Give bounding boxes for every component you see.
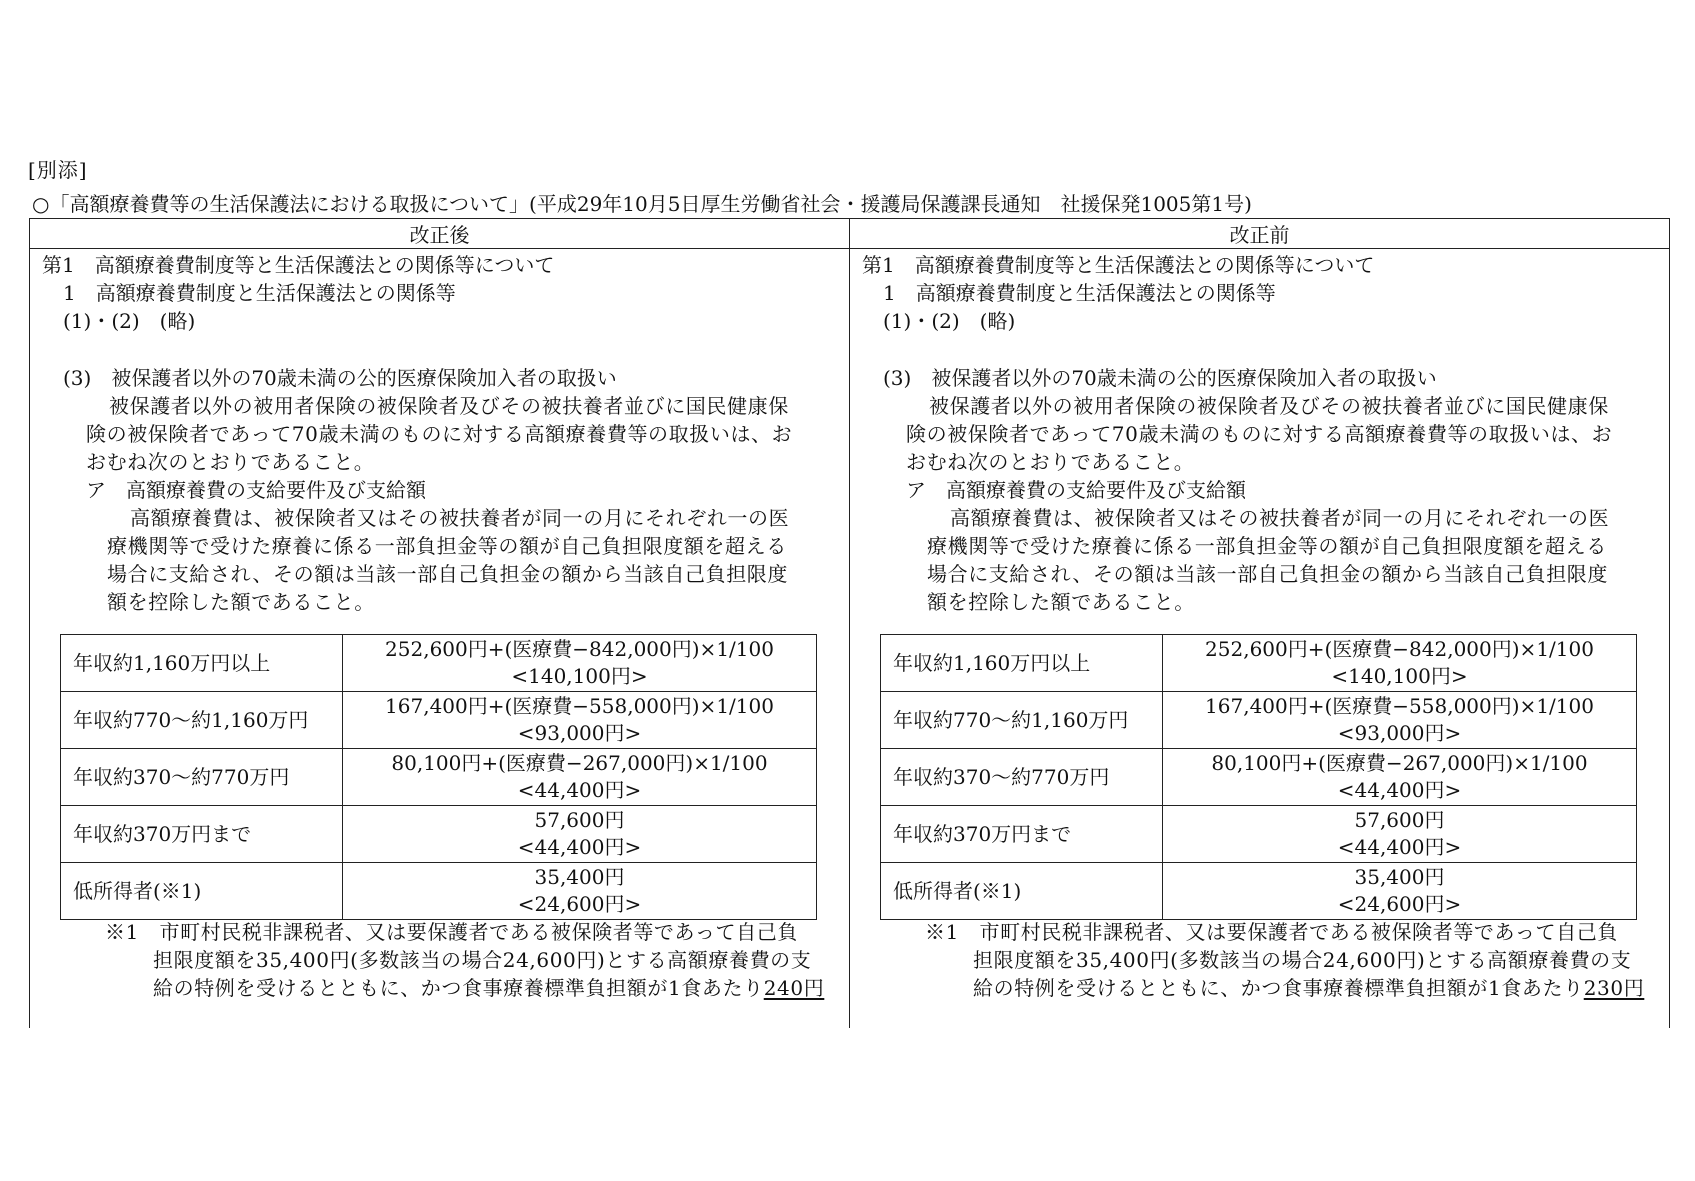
omitted-items: (1)・(2) (略) bbox=[883, 309, 1016, 333]
item-heading: 1 高額療養費制度と生活保護法との関係等 bbox=[883, 281, 1276, 305]
footnote-line: ※1 市町村民税非課税者、又は要保護者である被保険者等であって自己負 bbox=[105, 920, 798, 944]
table-row bbox=[61, 806, 817, 863]
attachment-label: [別添] bbox=[28, 158, 88, 182]
table-row bbox=[61, 635, 817, 692]
table-row bbox=[61, 749, 817, 806]
paragraph-line: 被保護者以外の被用者保険の被保険者及びその被扶養者並びに国民健康保 bbox=[109, 394, 789, 418]
meal-cost-amount: 230円 bbox=[1583, 976, 1645, 1000]
limit-value: 57,600円 <44,400円> bbox=[1163, 806, 1637, 863]
income-bracket: 年収約1,160万円以上 bbox=[61, 635, 343, 692]
subitem-heading: ア 高額療養費の支給要件及び支給額 bbox=[906, 478, 1246, 502]
limit-value: 35,400円 <24,600円> bbox=[343, 863, 817, 920]
paragraph-line: 場合に支給され、その額は当該一部自己負担金の額から当該自己負担限度 bbox=[927, 562, 1608, 586]
subsection-heading: (3) 被保護者以外の70歳未満の公的医療保険加入者の取扱い bbox=[63, 366, 617, 390]
table-row bbox=[881, 863, 1637, 920]
column-heading-before: 改正前 bbox=[850, 219, 1670, 249]
footnote-line: 担限度額を35,400円(多数該当の場合24,600円)とする高額療養費の支 bbox=[973, 948, 1632, 972]
subsection-heading: (3) 被保護者以外の70歳未満の公的医療保険加入者の取扱い bbox=[883, 366, 1437, 390]
comparison-table bbox=[29, 218, 1670, 1028]
table-row bbox=[61, 692, 817, 749]
limit-value: 57,600円 <44,400円> bbox=[343, 806, 817, 863]
paragraph-line: 療機関等で受けた療養に係る一部負担金等の額が自己負担限度額を超える bbox=[927, 534, 1607, 558]
footnote-line: ※1 市町村民税非課税者、又は要保護者である被保険者等であって自己負 bbox=[925, 920, 1618, 944]
paragraph-line: 額を控除した額であること。 bbox=[927, 590, 1195, 614]
meal-cost-amount: 240円 bbox=[763, 976, 825, 1000]
paragraph-line: 険の被保険者であって70歳未満のものに対する高額療養費等の取扱いは、お bbox=[86, 422, 793, 446]
table-row bbox=[881, 635, 1637, 692]
table-row bbox=[881, 806, 1637, 863]
table-row bbox=[881, 692, 1637, 749]
income-bracket: 年収約370万円まで bbox=[61, 806, 343, 863]
paragraph-line: 高額療養費は、被保険者又はその被扶養者が同一の月にそれぞれ一の医 bbox=[950, 506, 1610, 530]
paragraph-line: 療機関等で受けた療養に係る一部負担金等の額が自己負担限度額を超える bbox=[107, 534, 787, 558]
limit-value: 167,400円+(医療費−558,000円)×1/100 <93,000円> bbox=[1163, 692, 1637, 749]
paragraph-line: 高額療養費は、被保険者又はその被扶養者が同一の月にそれぞれ一の医 bbox=[130, 506, 790, 530]
table-row bbox=[61, 863, 817, 920]
income-bracket: 年収約370～約770万円 bbox=[881, 749, 1163, 806]
paragraph-line: 被保護者以外の被用者保険の被保険者及びその被扶養者並びに国民健康保 bbox=[929, 394, 1609, 418]
column-after bbox=[30, 249, 850, 1029]
limit-value: 167,400円+(医療費−558,000円)×1/100 <93,000円> bbox=[343, 692, 817, 749]
paragraph-line: 険の被保険者であって70歳未満のものに対する高額療養費等の取扱いは、お bbox=[906, 422, 1613, 446]
self-pay-limit-table bbox=[60, 634, 817, 920]
limit-value: 80,100円+(医療費−267,000円)×1/100 <44,400円> bbox=[1163, 749, 1637, 806]
subitem-heading: ア 高額療養費の支給要件及び支給額 bbox=[86, 478, 426, 502]
self-pay-limit-table bbox=[880, 634, 1637, 920]
limit-value: 252,600円+(医療費−842,000円)×1/100 <140,100円> bbox=[343, 635, 817, 692]
paragraph-line: おむね次のとおりであること。 bbox=[906, 450, 1195, 474]
limit-value: 252,600円+(医療費−842,000円)×1/100 <140,100円> bbox=[1163, 635, 1637, 692]
document-title: ○「高額療養費等の生活保護法における取扱について」(平成29年10月5日厚生労働省社会・援護局保護課長通知 社援保発1005第1号) bbox=[32, 192, 1252, 216]
limit-value: 80,100円+(医療費−267,000円)×1/100 <44,400円> bbox=[343, 749, 817, 806]
footnote-line: 給の特例を受けるとともに、かつ食事療養標準負担額が1食あたり240円 bbox=[153, 976, 825, 1000]
paragraph-line: 額を控除した額であること。 bbox=[107, 590, 375, 614]
limit-value: 35,400円 <24,600円> bbox=[1163, 863, 1637, 920]
footnote-line: 給の特例を受けるとともに、かつ食事療養標準負担額が1食あたり230円 bbox=[973, 976, 1645, 1000]
income-bracket: 年収約770～約1,160万円 bbox=[881, 692, 1163, 749]
paragraph-line: 場合に支給され、その額は当該一部自己負担金の額から当該自己負担限度 bbox=[107, 562, 788, 586]
footnote-line: 担限度額を35,400円(多数該当の場合24,600円)とする高額療養費の支 bbox=[153, 948, 812, 972]
section-heading: 第1 高額療養費制度等と生活保護法との関係等について bbox=[42, 253, 555, 277]
item-heading: 1 高額療養費制度と生活保護法との関係等 bbox=[63, 281, 456, 305]
income-bracket: 年収約370万円まで bbox=[881, 806, 1163, 863]
column-heading-after: 改正後 bbox=[30, 219, 850, 249]
paragraph-line: おむね次のとおりであること。 bbox=[86, 450, 375, 474]
income-bracket: 低所得者(※1) bbox=[881, 863, 1163, 920]
income-bracket: 年収約370～約770万円 bbox=[61, 749, 343, 806]
table-row bbox=[881, 749, 1637, 806]
section-heading: 第1 高額療養費制度等と生活保護法との関係等について bbox=[862, 253, 1375, 277]
income-bracket: 年収約770～約1,160万円 bbox=[61, 692, 343, 749]
income-bracket: 年収約1,160万円以上 bbox=[881, 635, 1163, 692]
column-before bbox=[850, 249, 1670, 1029]
omitted-items: (1)・(2) (略) bbox=[63, 309, 196, 333]
income-bracket: 低所得者(※1) bbox=[61, 863, 343, 920]
